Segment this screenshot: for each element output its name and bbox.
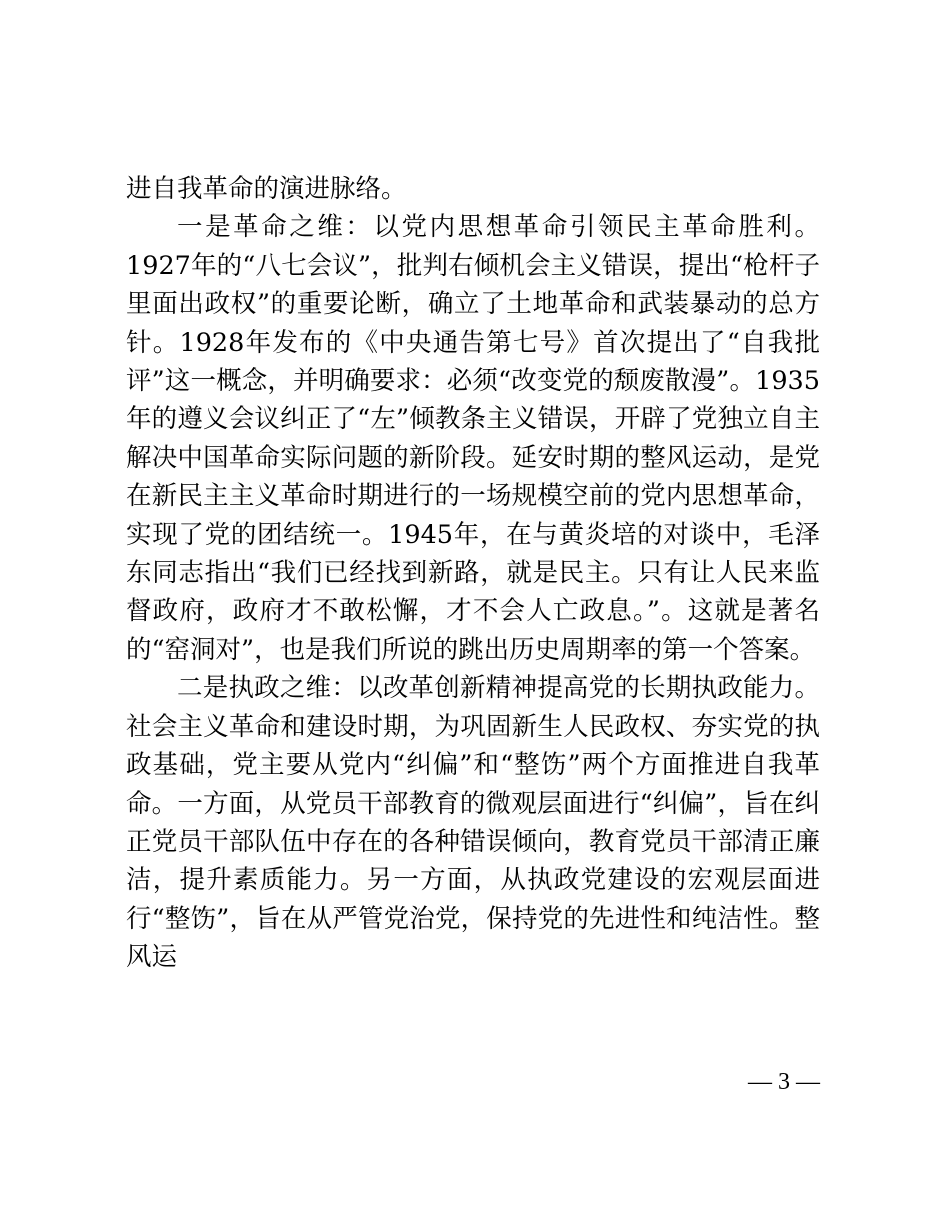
- page-number: — 3 —: [748, 1069, 820, 1095]
- paragraph-governance-dimension: 二是执政之维：以改革创新精神提高党的长期执政能力。社会主义革命和建设时期，为巩固新生人民政权、夯实党的执政基础，党主要从党内“纠偏”和“整饬”两个方面推进自我革命。一方面，从党员干部教育的微观层面进行“纠偏”，旨在纠正党员干部队伍中存在的各种错误倾向，教育党员干部清正廉洁，提升素质能力。另一方面，从执政党建设的宏观层面进行“整饬”，旨在从严管党治党，保持党的先进性和纯洁性。整风运: [126, 673, 820, 973]
- paragraph-continuation: 进自我革命的演进脉络。: [126, 174, 407, 204]
- paragraph-revolution-dimension: 一是革命之维：以党内思想革命引领民主革命胜利。1927年的“八七会议”，批判右倾机会主义错误，提出“枪杆子里面出政权”的重要论断，确立了土地革命和武装暴动的总方针。1928年发布的《中央通告第七号》首次提出了“自我批评”这一概念，并明确要求：必须“改变党的颓废散漫”。1935年的遵义会议纠正了“左”倾教条主义错误，开辟了党独立自主解决中国革命实际问题的新阶段。延安时期的整风运动，是党在新民主主义革命时期进行的一场规模空前的党内思想革命，实现了党的团结统一。1945年，在与黄炎培的对谈中，毛泽东同志指出“我们已经找到新路，就是民主。只有让人民来监督政府，政府才不敢松懈，才不会人亡政息。”。这就是著名的“窑洞对”，也是我们所说的跳出历史周期率的第一个答案。: [126, 212, 820, 665]
- body-text: [126, 170, 820, 977]
